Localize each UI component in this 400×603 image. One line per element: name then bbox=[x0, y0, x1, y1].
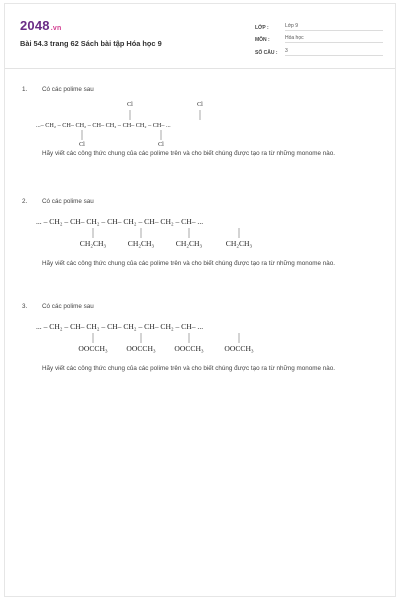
polymer-formula-1 bbox=[36, 96, 296, 150]
formula-main-chain: ... – CH₂ – CH– CH₂ – CH– CH₂ – CH– CH₂ – CH– ... bbox=[36, 322, 204, 331]
polymer-formula-3 bbox=[36, 313, 296, 359]
substituent-acetate: OOCCH₃ bbox=[174, 344, 204, 353]
substituent-ethyl: CH₂CH₃ bbox=[175, 239, 203, 248]
question-text: Hãy viết các công thức chung của các polime trên và cho biết chúng được tạo ra từ những monome nào. bbox=[42, 365, 335, 372]
formula-main-chain: ...– CH₂ – CH– CH₂ – CH– CH₂ – CH– CH₂ – CH– ... bbox=[36, 122, 171, 129]
document-title: Bài 54.3 trang 62 Sách bài tập Hóa học 9 bbox=[20, 39, 162, 48]
logo-number: 2048 bbox=[20, 18, 50, 33]
substituent-acetate: OOCCH₃ bbox=[224, 344, 254, 353]
polymer-formula-2 bbox=[36, 208, 296, 254]
question-intro: Có các polime sau bbox=[42, 86, 94, 93]
meta-fields bbox=[255, 18, 383, 56]
substituent-acetate: OOCCH₃ bbox=[126, 344, 156, 353]
question-number: 3. bbox=[22, 303, 28, 310]
meta-label: LỚP : bbox=[255, 24, 269, 31]
substituent-cl: Cl bbox=[127, 102, 133, 108]
substituent-ethyl: CH₂CH₃ bbox=[225, 239, 253, 248]
meta-label: MÔN : bbox=[255, 37, 270, 43]
meta-row-count bbox=[255, 43, 383, 56]
worksheet-header bbox=[5, 4, 395, 69]
meta-row-class bbox=[255, 18, 383, 31]
logo-suffix: .vn bbox=[50, 25, 62, 32]
question-number: 1. bbox=[22, 86, 28, 93]
question-intro: Có các polime sau bbox=[42, 303, 94, 310]
meta-value: Hóa học bbox=[285, 35, 383, 43]
formula-main-chain: ... – CH₂ – CH– CH₂ – CH– CH₂ – CH– CH₂ – CH– ... bbox=[36, 217, 204, 226]
meta-label: SỐ CÂU : bbox=[255, 49, 278, 56]
meta-row-subject bbox=[255, 31, 383, 44]
meta-value: 3 bbox=[285, 48, 383, 56]
question-number: 2. bbox=[22, 198, 28, 205]
question-text: Hãy viết các công thức chung của các polime trên và cho biết chúng được tạo ra từ những monome nào. bbox=[42, 260, 335, 267]
substituent-ethyl: CH₂CH₃ bbox=[127, 239, 155, 248]
site-logo[interactable] bbox=[20, 18, 61, 33]
question-intro: Có các polime sau bbox=[42, 198, 94, 205]
substituent-cl: Cl bbox=[158, 142, 164, 148]
meta-value: Lớp 9 bbox=[285, 23, 383, 31]
substituent-cl: Cl bbox=[197, 102, 203, 108]
worksheet-page bbox=[4, 3, 396, 597]
substituent-cl: Cl bbox=[79, 142, 85, 148]
substituent-ethyl: CH₂CH₃ bbox=[79, 239, 107, 248]
question-text: Hãy viết các công thức chung của các polime trên và cho biết chúng được tạo ra từ những monome nào. bbox=[42, 150, 335, 157]
substituent-acetate: OOCCH₃ bbox=[78, 344, 108, 353]
